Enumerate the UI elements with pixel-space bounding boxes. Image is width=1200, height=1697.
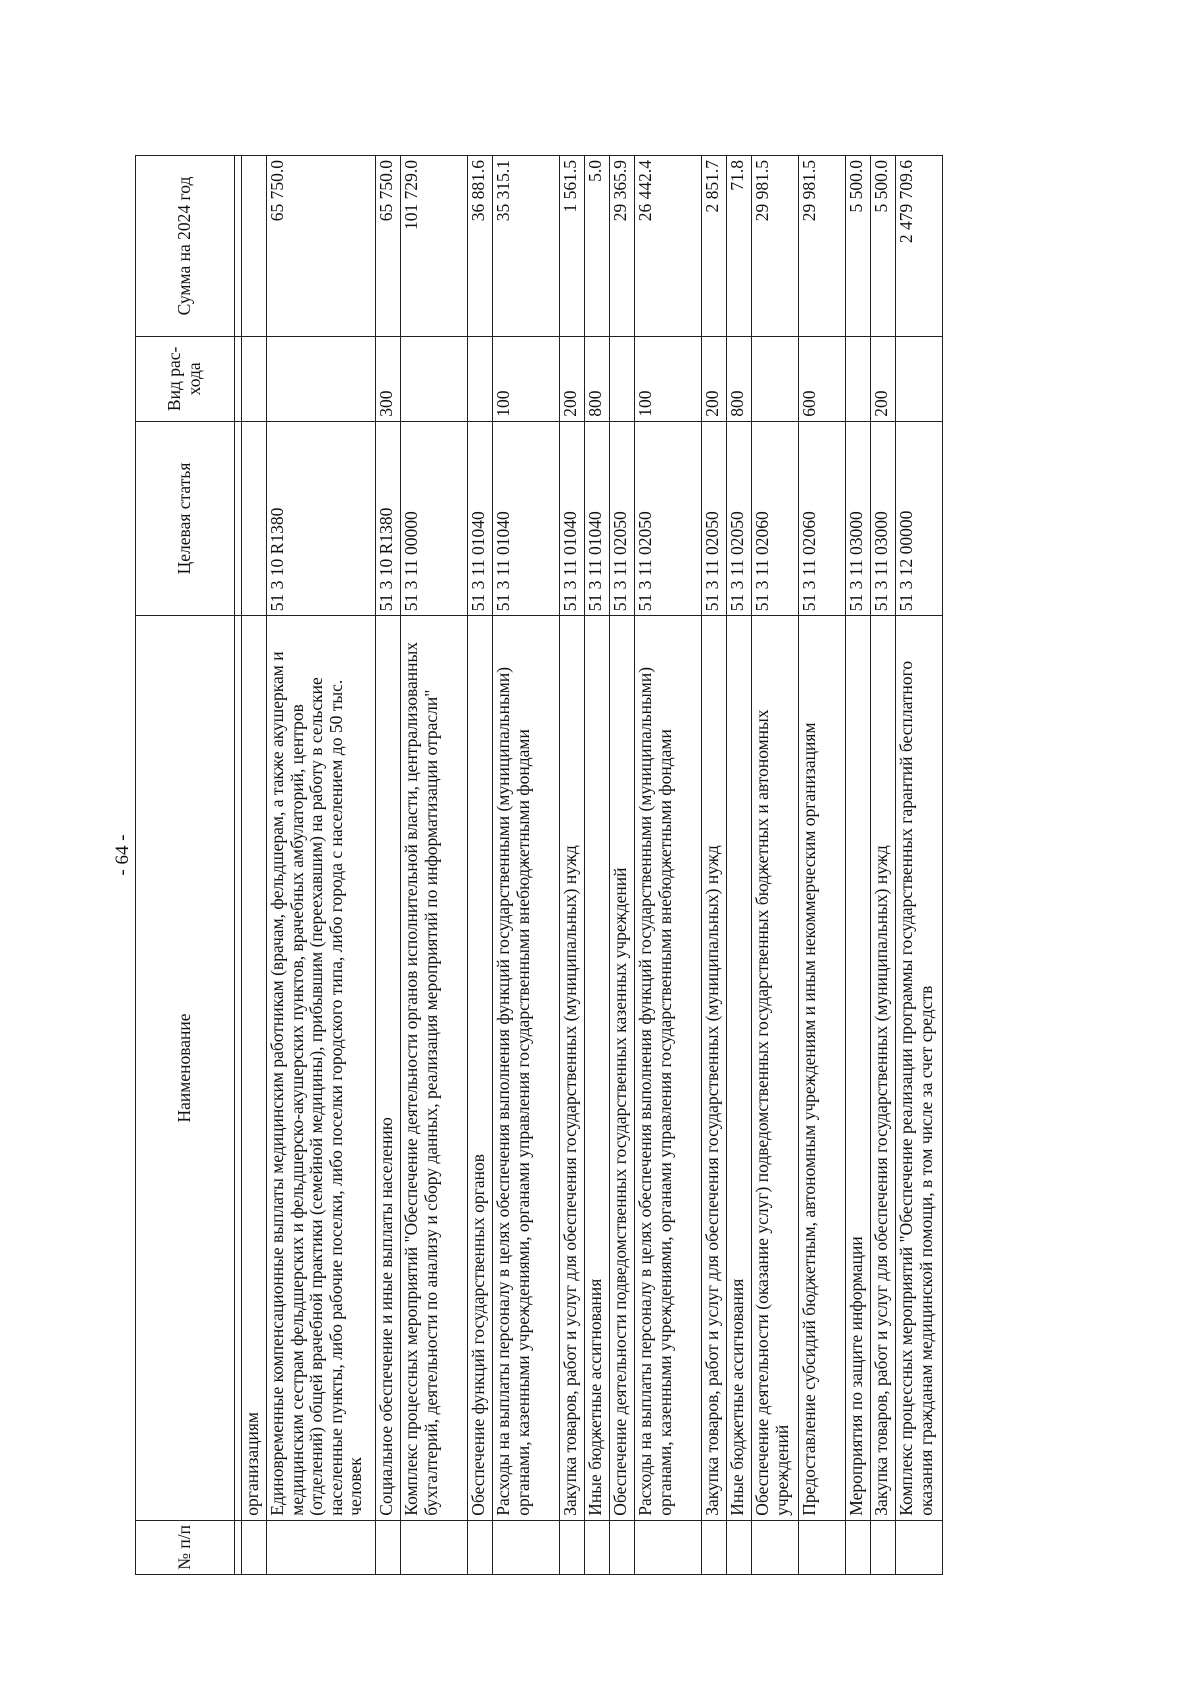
header-num: № п/п	[136, 1520, 235, 1574]
row-name: Иные бюджетные ассигнования	[585, 616, 610, 1521]
row-sum: 101 729.0	[401, 156, 468, 337]
table-row	[468, 156, 493, 1575]
row-name: организациям	[242, 616, 267, 1521]
row-target	[242, 421, 267, 615]
row-sum: 26 442.4	[635, 156, 702, 337]
row-name: Социальное обеспечение и иные выплаты населению	[376, 616, 401, 1521]
row-sum: 2 479 709.6	[896, 156, 943, 337]
row-kind	[896, 336, 943, 421]
header-sum: Сумма на 2024 год	[136, 156, 235, 337]
row-kind: 100	[635, 336, 702, 421]
table-row	[376, 156, 401, 1575]
header-target: Целевая статья	[136, 421, 235, 615]
row-name: Закупка товаров, работ и услуг для обеспечения государственных (муниципальных) нужд	[560, 616, 585, 1521]
row-target: 51 3 11 01040	[560, 421, 585, 615]
row-kind: 200	[871, 336, 896, 421]
row-num	[896, 1520, 943, 1574]
header-kind: Вид рас-хода	[136, 336, 235, 421]
table-row	[799, 156, 846, 1575]
table-row	[702, 156, 727, 1575]
row-num	[493, 1520, 560, 1574]
row-sum: 35 315.1	[493, 156, 560, 337]
row-sum: 2 851.7	[702, 156, 727, 337]
row-num	[376, 1520, 401, 1574]
row-num	[752, 1520, 799, 1574]
row-num	[468, 1520, 493, 1574]
rotated-budget-table-wrapper	[135, 155, 1045, 1575]
row-target: 51 3 11 03000	[846, 421, 871, 615]
row-name: Мероприятия по защите информации	[846, 616, 871, 1521]
table-header-row	[136, 156, 235, 1575]
table-row	[267, 156, 376, 1575]
row-kind: 200	[560, 336, 585, 421]
table-row	[493, 156, 560, 1575]
table-row	[846, 156, 871, 1575]
table-row	[896, 156, 943, 1575]
row-num	[267, 1520, 376, 1574]
header-name: Наименование	[136, 616, 235, 1521]
row-kind	[401, 336, 468, 421]
row-name: Закупка товаров, работ и услуг для обеспечения государственных (муниципальных) нужд	[871, 616, 896, 1521]
row-kind: 100	[493, 336, 560, 421]
spacer-cell	[235, 156, 242, 337]
spacer-cell	[235, 336, 242, 421]
row-kind	[267, 336, 376, 421]
row-name: Расходы на выплаты персоналу в целях обеспечения выполнения функций государственными (муниципальными) органами, казенными учреждениями, органами управления государственными внебюджетными фондами	[635, 616, 702, 1521]
row-kind: 600	[799, 336, 846, 421]
table-row	[727, 156, 752, 1575]
row-num	[585, 1520, 610, 1574]
table-row	[401, 156, 468, 1575]
row-target: 51 3 11 02060	[752, 421, 799, 615]
budget-table	[135, 155, 943, 1575]
spacer-row	[235, 156, 242, 1575]
row-kind	[468, 336, 493, 421]
row-sum: 71.8	[727, 156, 752, 337]
row-target: 51 3 11 01040	[493, 421, 560, 615]
table-row	[610, 156, 635, 1575]
row-target: 51 3 11 02050	[727, 421, 752, 615]
page-number: - 64 -	[112, 834, 133, 876]
row-name: Обеспечение деятельности (оказание услуг) подведомственных государственных бюджетных и автономных учреждений	[752, 616, 799, 1521]
row-kind: 300	[376, 336, 401, 421]
table-row	[242, 156, 267, 1575]
row-num	[401, 1520, 468, 1574]
row-name: Иные бюджетные ассигнования	[727, 616, 752, 1521]
row-name: Обеспечение функций государственных органов	[468, 616, 493, 1521]
row-kind: 800	[727, 336, 752, 421]
spacer-cell	[235, 421, 242, 615]
row-num	[846, 1520, 871, 1574]
row-name: Единовременные компенсационные выплаты медицинским работникам (врачам, фельдшерам, а также акушеркам и медицинским сестрам фельдшерских и фельдшерско-акушерских пунктов, врачебных амбулаторий, центров (отделений) общей врачебной практики (семейной медицины), прибывшим (переехавшим) на работу в сельские населенные пункты, либо рабочие поселки, либо поселки городского типа, либо города с населением до 50 тыс. человек	[267, 616, 376, 1521]
row-sum: 5 500.0	[871, 156, 896, 337]
row-num	[610, 1520, 635, 1574]
row-num	[799, 1520, 846, 1574]
row-name: Обеспечение деятельности подведомственных государственных казенных учреждений	[610, 616, 635, 1521]
row-name: Комплекс процессных мероприятий "Обеспечение деятельности органов исполнительной власти, централизованных бухгалтерий, деятельности по анализу и сбору данных, реализация мероприятий по информатизации отрасли"	[401, 616, 468, 1521]
table-row	[635, 156, 702, 1575]
spacer-cell	[235, 1520, 242, 1574]
row-sum: 5 500.0	[846, 156, 871, 337]
row-num	[871, 1520, 896, 1574]
row-target: 51 3 11 00000	[401, 421, 468, 615]
row-sum: 1 561.5	[560, 156, 585, 337]
row-kind	[752, 336, 799, 421]
row-kind: 200	[702, 336, 727, 421]
table-row	[560, 156, 585, 1575]
row-num	[702, 1520, 727, 1574]
row-sum: 29 981.5	[752, 156, 799, 337]
row-target: 51 3 11 01040	[585, 421, 610, 615]
row-sum: 65 750.0	[267, 156, 376, 337]
row-sum: 36 881.6	[468, 156, 493, 337]
row-kind	[242, 336, 267, 421]
row-kind: 800	[585, 336, 610, 421]
row-target: 51 3 11 02060	[799, 421, 846, 615]
row-sum: 5.0	[585, 156, 610, 337]
row-kind	[610, 336, 635, 421]
row-target: 51 3 11 02050	[635, 421, 702, 615]
row-name: Закупка товаров, работ и услуг для обеспечения государственных (муниципальных) нужд	[702, 616, 727, 1521]
row-target: 51 3 11 03000	[871, 421, 896, 615]
row-num	[560, 1520, 585, 1574]
row-target: 51 3 11 02050	[702, 421, 727, 615]
row-target: 51 3 11 02050	[610, 421, 635, 615]
table-row	[871, 156, 896, 1575]
row-sum: 65 750.0	[376, 156, 401, 337]
row-sum: 29 981.5	[799, 156, 846, 337]
row-name: Расходы на выплаты персоналу в целях обеспечения выполнения функций государственными (муниципальными) органами, казенными учреждениями, органами управления государственными внебюджетными фондами	[493, 616, 560, 1521]
row-name: Комплекс процессных мероприятий "Обеспечение реализации программы государственных гарантий бесплатного оказания гражданам медицинской помощи, в том числе за счет средств	[896, 616, 943, 1521]
row-target: 51 3 12 00000	[896, 421, 943, 615]
spacer-cell	[235, 616, 242, 1521]
row-sum	[242, 156, 267, 337]
row-name: Предоставление субсидий бюджетным, автономным учреждениям и иным некоммерческим организациям	[799, 616, 846, 1521]
table-row	[585, 156, 610, 1575]
row-target: 51 3 10 R1380	[267, 421, 376, 615]
row-sum: 29 365.9	[610, 156, 635, 337]
row-num	[727, 1520, 752, 1574]
table-row	[752, 156, 799, 1575]
row-target: 51 3 10 R1380	[376, 421, 401, 615]
row-kind	[846, 336, 871, 421]
row-num	[635, 1520, 702, 1574]
row-num	[242, 1520, 267, 1574]
row-target: 51 3 11 01040	[468, 421, 493, 615]
